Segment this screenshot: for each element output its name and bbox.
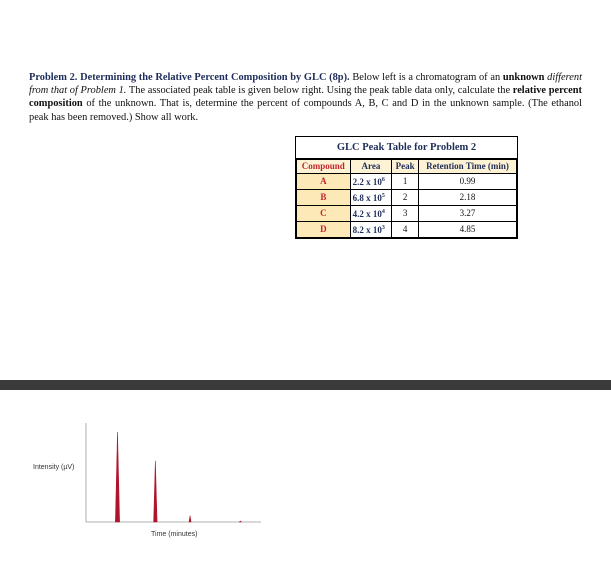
header-compound: Compound [297, 160, 351, 174]
header-retention-time: Retention Time (min) [419, 160, 517, 174]
problem-end: of the unknown. That is, determine the percent of compounds A, B, C and D in the unknown sample. (The ethanol peak has been removed.) Show all work. [29, 98, 582, 123]
peak-table-grid [296, 159, 517, 238]
rpc-term: relative percent composition [29, 85, 582, 110]
peak-table-title: GLC Peak Table for Problem 2 [296, 137, 517, 159]
table-row [297, 222, 517, 238]
problem-heading: Problem 2. Determining the Relative Percent Composition by GLC (8p). [29, 72, 350, 83]
header-area: Area [350, 160, 392, 174]
peak-table [295, 136, 518, 239]
peak-cell: 2 [392, 190, 419, 206]
problem-mid: The associated peak table is given below right. Using the peak table data only, calculate the [126, 85, 513, 97]
peak-D [239, 521, 241, 522]
peak-A [115, 432, 119, 522]
problem-intro: Below left is a chromatogram of an [349, 72, 503, 83]
section-divider [0, 380, 611, 390]
compound-cell: A [297, 174, 351, 190]
peak-B [154, 461, 157, 522]
unknown-term: unknown [502, 72, 545, 83]
chromatogram-chart [0, 395, 611, 581]
peak-C [189, 516, 191, 522]
area-cell: 8.2 x $10^3$ [350, 222, 392, 238]
table-row [297, 190, 517, 206]
retention-time-cell: 3.27 [419, 206, 517, 222]
peaks-group [115, 432, 241, 522]
peak-cell: 3 [392, 206, 419, 222]
x-axis-label: Time (minutes) [151, 531, 198, 538]
compound-cell: D [297, 222, 351, 238]
problem-statement [29, 71, 582, 124]
peak-cell: 1 [392, 174, 419, 190]
y-axis-label: Intensity (µV) [33, 464, 75, 471]
retention-time-cell: 2.18 [419, 190, 517, 206]
retention-time-cell: 0.99 [419, 174, 517, 190]
area-cell: 2.2 x $10^6$ [350, 174, 392, 190]
different-phrase: different from that of Problem 1. [29, 72, 582, 97]
compound-cell: B [297, 190, 351, 206]
area-cell: 6.8 x $10^5$ [350, 190, 392, 206]
compound-cell: C [297, 206, 351, 222]
table-row [297, 206, 517, 222]
table-row [297, 174, 517, 190]
peak-cell: 4 [392, 222, 419, 238]
area-cell: 4.2 x $10^4$ [350, 206, 392, 222]
header-peak: Peak [392, 160, 419, 174]
retention-time-cell: 4.85 [419, 222, 517, 238]
